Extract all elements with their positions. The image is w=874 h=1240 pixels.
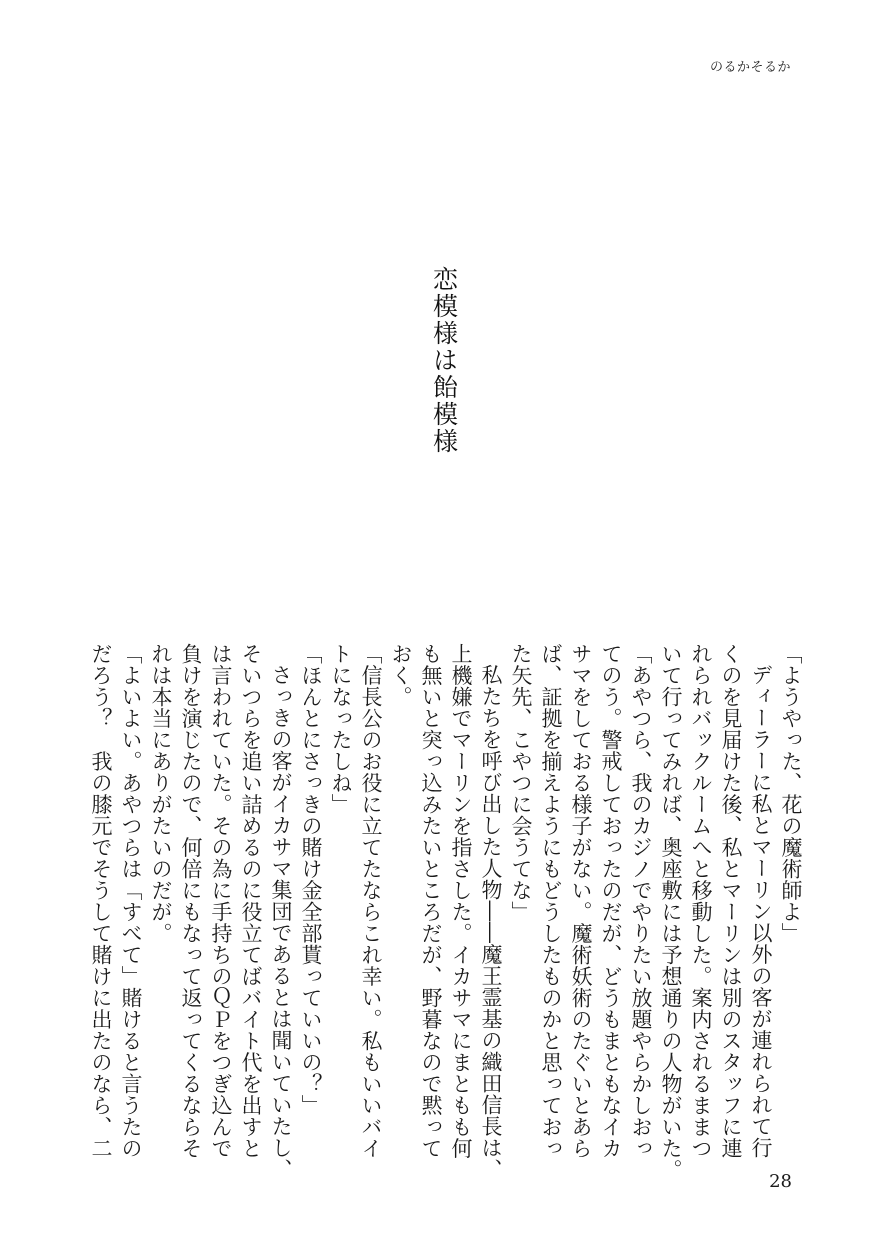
text-line: トになったしね」: [329, 643, 353, 815]
text-line: くのを見届けた後、私とマーリンは別のスタッフに連: [719, 643, 743, 1159]
text-line: た矢先、こやつに会うてな」: [509, 643, 533, 923]
text-line: 負けを演じたので、何倍にもなって返ってくるならそ: [179, 643, 203, 1159]
text-line: さっきの客がイカサマ集団であるとは聞いていたし、: [269, 664, 293, 1180]
page-number: 28: [769, 1171, 792, 1192]
chapter-title: 恋模様は飴模様: [429, 266, 459, 455]
text-line: だろう？ 我の膝元でそうして賭けに出たのなら、二: [89, 643, 113, 1159]
text-line: 私たちを呼び出した人物――魔王霊基の織田信長は、: [479, 664, 503, 1180]
text-line: いて行ってみれば、奥座敷には予想通りの人物がいた。: [659, 643, 683, 1181]
running-header: のるかそるか: [709, 60, 791, 75]
text-line: おく。: [389, 643, 413, 708]
text-line: ば、証拠を揃えようにもどうしたものかと思っておっ: [539, 643, 563, 1159]
text-line: 「信長公のお役に立てたならこれ幸い。私もいいバイ: [359, 643, 383, 1159]
text-line: 「ほんとにさっきの賭け金全部貰っていいの？」: [299, 643, 323, 1116]
text-line: 「あやつら、我のカジノでやりたい放題やらかしおっ: [629, 643, 653, 1159]
text-line: 「よいよい。あやつらは「すべて」賭けると言うたの: [119, 643, 143, 1159]
text-line: 「ようやった、花の魔術師よ」: [779, 643, 803, 944]
text-line: てのう。警戒しておったのだが、どうもまともなイカ: [599, 643, 623, 1159]
text-line: も無いと突っ込みたいところだが、野暮なので黙って: [419, 643, 443, 1159]
text-line: は言われていた。その為に手持ちのＱＰをつぎ込んで: [209, 643, 233, 1159]
body-text: [84, 643, 806, 1195]
text-line: 上機嫌でマーリンを指さした。イカサマにまともも何: [449, 643, 473, 1159]
text-line: れは本当にありがたいのだが。: [149, 643, 173, 944]
text-line: れられバックルームへと移動した。案内されるままつ: [689, 643, 713, 1159]
text-line: サマをしておる様子がない。魔術妖術のたぐいとあら: [569, 643, 593, 1159]
text-line: そいつらを追い詰めるのに役立てばバイト代を出すと: [239, 643, 263, 1159]
text-line: ディーラーに私とマーリン以外の客が連れられて行: [749, 664, 773, 1159]
